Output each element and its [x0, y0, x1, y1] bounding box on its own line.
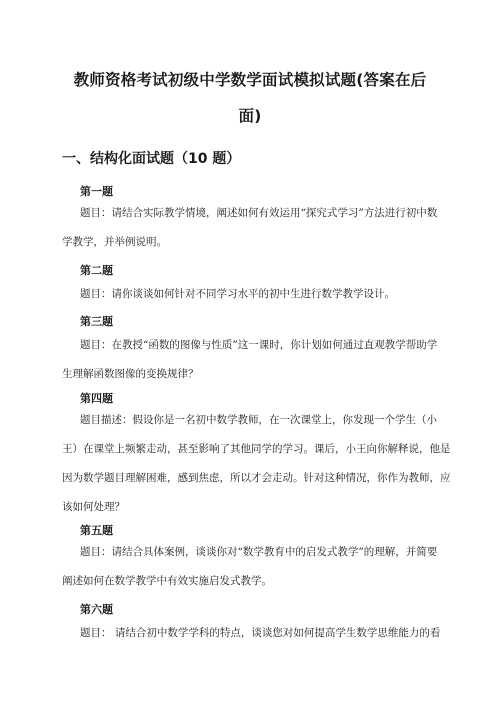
question-4-line-4: 该如何处理？ [62, 501, 125, 513]
question-5-text [62, 538, 440, 596]
question-1-line-1: 题目：请结合实际教学情境，阐述如何有效运用“探究式学习”方法进行初中数 [80, 207, 438, 219]
question-6-text [62, 619, 440, 648]
section-heading: 一、结构化面试题（10 题） [62, 151, 241, 167]
document-title-line-1: 教师资格考试初级中学数学面试模拟试题(答案在后 [73, 71, 427, 89]
question-4-text [62, 406, 451, 522]
question-3-line-2: 生理解函数图像的变换规律？ [62, 368, 199, 380]
question-2-heading: 第二题 [80, 264, 113, 277]
question-4-heading: 第四题 [80, 392, 113, 405]
question-3-line-1: 题目：在教授“函数的图像与性质”这一课时，你计划如何通过直观教学帮助学 [80, 339, 438, 351]
question-6-line-1: 题目： 请结合初中数学学科的特点，谈谈您对如何提高学生数学思维能力的看 [80, 627, 441, 639]
question-2-text [62, 280, 440, 309]
question-1-heading: 第一题 [80, 185, 113, 198]
question-3-heading: 第三题 [80, 315, 113, 328]
question-1-text [62, 199, 440, 257]
question-5-line-2: 阐述如何在数学教学中有效实施启发式教学。 [62, 575, 272, 587]
question-5-heading: 第五题 [80, 524, 113, 537]
question-6-heading: 第六题 [80, 603, 113, 616]
question-3-text [62, 331, 440, 389]
question-1-line-2: 学教学，并举例说明。 [62, 236, 167, 248]
document-title-line-2: 面) [238, 107, 262, 125]
question-4-line-3: 因为数学题目理解困难，感到焦虑，所以才会走动。针对这种情况，你作为教师，应 [62, 472, 451, 484]
question-4-line-2: 王）在课堂上频繁走动，甚至影响了其他同学的学习。课后，小王向你解释说，他是 [62, 443, 451, 455]
question-2-line-1: 题目：请你谈谈如何针对不同学习水平的初中生进行数学教学设计。 [80, 288, 395, 300]
question-4-line-1: 题目描述：假设你是一名初中数学教师，在一次课堂上，你发现一个学生（小 [80, 414, 437, 426]
question-5-line-1: 题目：请结合具体案例，谈谈你对“数学教育中的启发式教学”的理解，并简要 [80, 546, 438, 558]
